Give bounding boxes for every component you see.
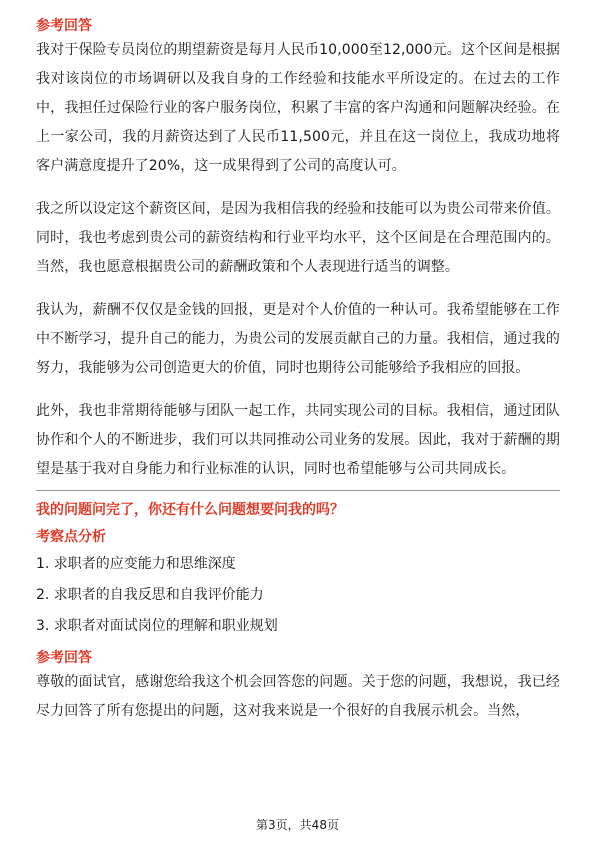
list-item: 2. 求职者的自我反思和自我评价能力 bbox=[36, 587, 264, 603]
list-item: 3. 求职者对面试岗位的理解和职业规划 bbox=[36, 618, 278, 634]
page-number: 第3页，共48页 bbox=[256, 818, 339, 832]
answer-paragraph: 此外，我也非常期待能够与团队一起工作，共同实现公司的目标。我相信，通过团队协作和个人的不断进步，我们可以共同推动公司业务的发展。因此，我对于薪酬的期望是基于我对自身能力和行业标准的认识，同时也希望能够与公司共同成长。 bbox=[36, 403, 560, 477]
reference-answer-heading: 参考回答 bbox=[36, 18, 92, 34]
interview-question: 我的问题问完了，你还有什么问题想要问我的吗？ bbox=[36, 502, 344, 518]
document-page bbox=[36, 16, 560, 726]
analysis-list bbox=[36, 549, 560, 642]
reference-answer-heading: 参考回答 bbox=[36, 650, 92, 666]
answer-paragraph: 我之所以设定这个薪资区间，是因为我相信我的经验和技能可以为贵公司带来价值。同时，我也考虑到贵公司的薪资结构和行业平均水平，这个区间是在合理范围内的。当然，我也愿意根据贵公司的薪酬政策和个人表现进行适当的调整。 bbox=[36, 201, 560, 275]
answer-paragraph: 我对于保险专员岗位的期望薪资是每月人民币10,000至12,000元。这个区间是根据我对该岗位的市场调研以及我自身的工作经验和技能水平所设定的。在过去的工作中，我担任过保险行业的客户服务岗位，积累了丰富的客户沟通和问题解决经验。在上一家公司，我的月薪资达到了人民币11,500元，并且在这一岗位上，我成功地将客户满意度提升了20%，这一成果得到了公司的高度认可。 bbox=[36, 42, 560, 174]
answer-paragraph: 我认为，薪酬不仅仅是金钱的回报，更是对个人价值的一种认可。我希望能够在工作中不断学习，提升自己的能力，为贵公司的发展贡献自己的力量。我相信，通过我的努力，我能够为公司创造更大的价值，同时也期待公司能够给予我相应的回报。 bbox=[36, 302, 560, 376]
analysis-heading: 考察点分析 bbox=[36, 529, 106, 545]
answer-paragraph: 尊敬的面试官，感谢您给我这个机会回答您的问题。关于您的问题，我想说，我已经尽力回答了所有您提出的问题，这对我来说是一个很好的自我展示机会。当然， bbox=[36, 674, 560, 719]
list-item: 1. 求职者的应变能力和思维深度 bbox=[36, 556, 236, 572]
section-divider bbox=[36, 490, 560, 491]
